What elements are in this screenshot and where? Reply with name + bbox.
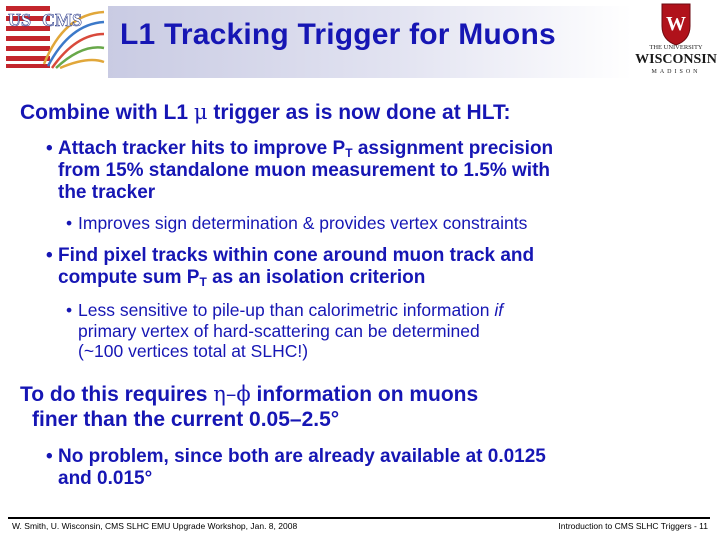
eta-phi-symbol: η–ϕ (213, 382, 251, 406)
uw-line1: THE UNIVERSITY (649, 44, 703, 51)
footer-page: Introduction to CMS SLHC Triggers - 11 (558, 521, 708, 531)
bullet-dot: • (46, 446, 53, 467)
bullet-find-pixel: • Find pixel tracks within cone around muon track and compute sum $P_T$ as an isolation criterion (46, 245, 535, 289)
uw-line2: WISCONSIN (635, 52, 717, 67)
us-cms-text: US (8, 10, 32, 30)
uw-crest-icon (634, 2, 718, 46)
heading-combine: Combine with L1 μ trigger as is now done at HLT: (20, 100, 511, 124)
uw-crest-letter: W (666, 13, 686, 35)
mu-symbol: μ (193, 100, 208, 124)
footer-rule (8, 517, 710, 519)
bullet-improves-sign: • Improves sign determination & provides vertex constraints (66, 213, 528, 233)
bullet-dot: • (46, 138, 53, 159)
bullet-attach-tracker: • Attach tracker hits to improve $P_T$ assignment precision from 15% standalone muon measurement to 1.5% with the tracker (46, 138, 554, 203)
us-cms-logo (4, 4, 106, 70)
bullet-dot: • (46, 245, 53, 266)
uw-logo (634, 2, 718, 78)
slide-title: L1 Tracking Trigger for Muons (120, 18, 556, 51)
bullet-dot: • (66, 213, 73, 233)
bullet-less-sensitive: • Less sensitive to pile-up than calorimetric information if primary vertex of hard-scattering can be determined (~100 vertices total at SLHC!) (66, 300, 504, 361)
svg-text:CMS: CMS (42, 10, 82, 30)
heading-requires: To do this requires η–ϕ information on muons finer than the current 0.05–2.5° (20, 382, 479, 431)
bullet-no-problem: • No problem, since both are already available at 0.0125 and 0.015° (46, 446, 546, 489)
bullet-dot: • (66, 300, 73, 320)
uw-line3: MADISON (651, 69, 701, 75)
footer-author: W. Smith, U. Wisconsin, CMS SLHC EMU Upgrade Workshop, Jan. 8, 2008 (12, 521, 298, 531)
